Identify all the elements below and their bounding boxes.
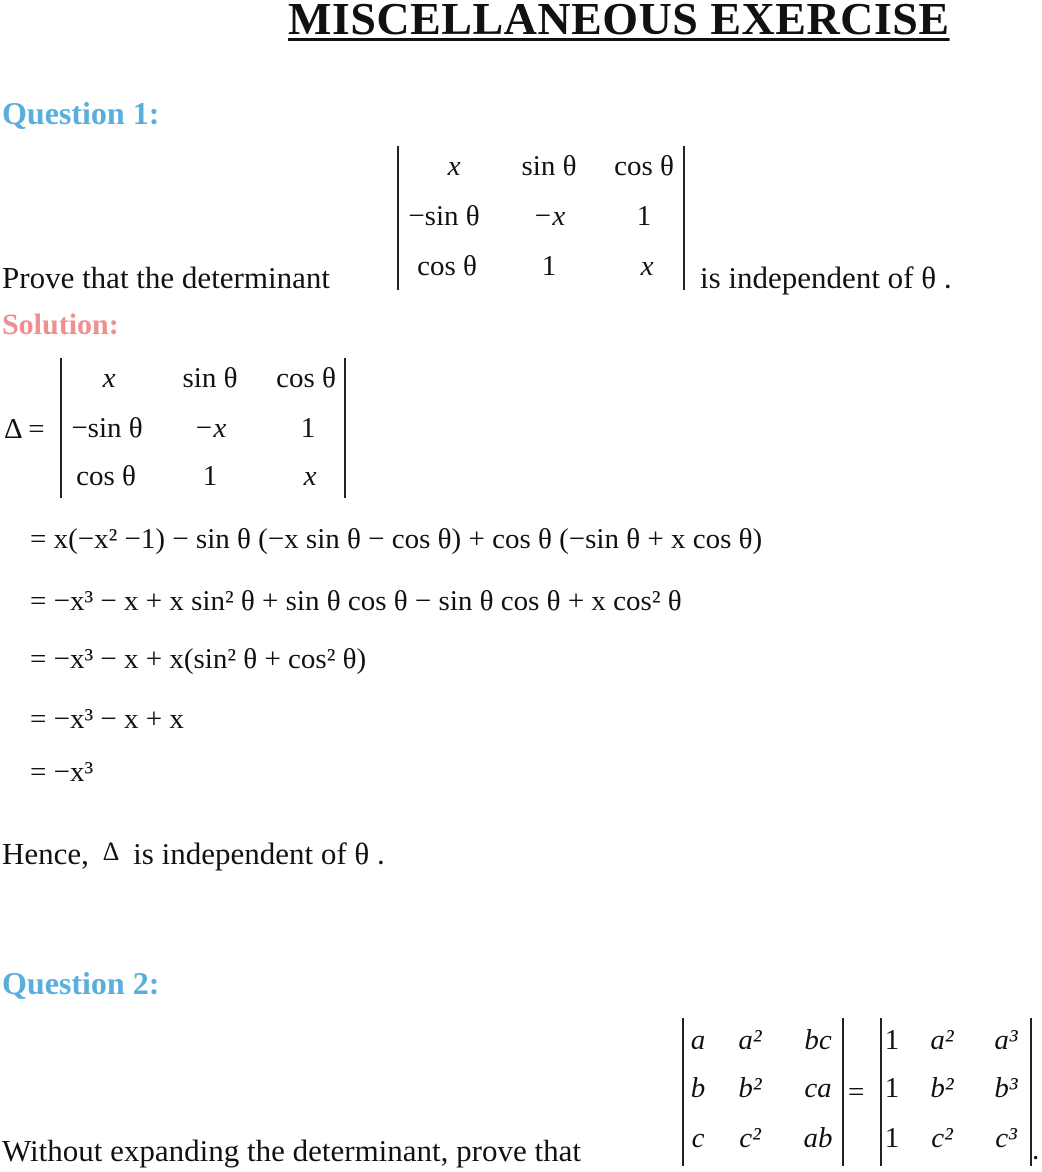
q2r-cell-3-3: c³ [995,1122,1017,1154]
sol-cell-2-3: 1 [300,412,316,444]
solution-step-4: = −x³ − x + x [30,703,184,735]
delta-symbol: Δ [102,837,120,866]
question-2-heading: Question 2: [2,965,160,1001]
q2r-cell-3-2: c² [931,1122,953,1154]
q1-cell-3-3: x [640,250,654,282]
sol-cell-1-2: sin θ [182,362,238,394]
question-1-prompt-end: is independent of θ . [700,260,952,295]
question-1-determinant [397,146,685,290]
solution-step-5: = −x³ [30,756,94,788]
q2r-cell-1-1: 1 [884,1024,900,1056]
page-title: MISCELLANEOUS EXERCISE [288,0,950,44]
sol-cell-1-1: x [102,362,116,394]
question-2-left-determinant [682,1018,844,1166]
sol-cell-3-3: x [303,460,317,492]
q2l-cell-2-1: b [690,1072,706,1104]
q2r-cell-2-1: 1 [884,1072,900,1104]
q2l-cell-2-3: ca [804,1072,832,1104]
q1-cell-2-3: 1 [636,200,652,232]
q2l-cell-1-2: a² [738,1024,762,1056]
q2l-cell-3-3: ab [803,1122,833,1154]
question-1-prompt-start: Prove that the determinant [2,260,330,295]
q2l-cell-1-3: bc [804,1024,832,1056]
q1-cell-1-2: sin θ [521,150,577,182]
conclusion-prefix: Hence, [2,836,89,871]
q2r-cell-3-1: 1 [884,1122,900,1154]
q2r-cell-1-2: a² [930,1024,954,1056]
equals-sign: = [848,1076,865,1108]
solution-step-3: = −x³ − x + x(sin² θ + cos² θ) [30,643,367,675]
solution-heading: Solution: [2,308,119,341]
q1-cell-1-1: x [447,150,461,182]
q2r-cell-1-3: a³ [994,1024,1018,1056]
sol-cell-3-2: 1 [202,460,218,492]
solution-determinant [60,358,346,498]
solution-step-1: = x(−x² −1) − sin θ (−x sin θ − cos θ) + cos θ (−sin θ + x cos θ) [30,523,763,555]
q2l-cell-2-2: b² [738,1072,762,1104]
conclusion-suffix: is independent of θ . [133,836,385,871]
q1-cell-2-1: −sin θ [408,200,480,232]
q1-cell-3-2: 1 [541,250,557,282]
question-2-prompt: Without expanding the determinant, prove that [2,1133,581,1168]
solution-step-2: = −x³ − x + x sin² θ + sin θ cos θ − sin θ cos θ + x cos² θ [30,585,682,617]
conclusion-line [2,836,385,872]
end-period: . [1032,1134,1040,1166]
q1-cell-1-3: cos θ [614,150,674,182]
sol-cell-1-3: cos θ [276,362,336,394]
q2l-cell-3-1: c [691,1122,705,1154]
q2l-cell-1-1: a [690,1024,706,1056]
q2r-cell-2-3: b³ [994,1072,1018,1104]
sol-cell-3-1: cos θ [76,460,136,492]
sol-cell-2-2: −x [193,412,227,444]
sol-cell-2-1: −sin θ [71,412,143,444]
q2l-cell-3-2: c² [739,1122,761,1154]
question-1-heading: Question 1: [2,95,160,131]
question-2-right-determinant [880,1018,1032,1166]
q2r-cell-2-2: b² [930,1072,954,1104]
q1-cell-2-2: −x [532,200,566,232]
delta-label: Δ = [4,413,45,445]
q1-cell-3-1: cos θ [417,250,477,282]
